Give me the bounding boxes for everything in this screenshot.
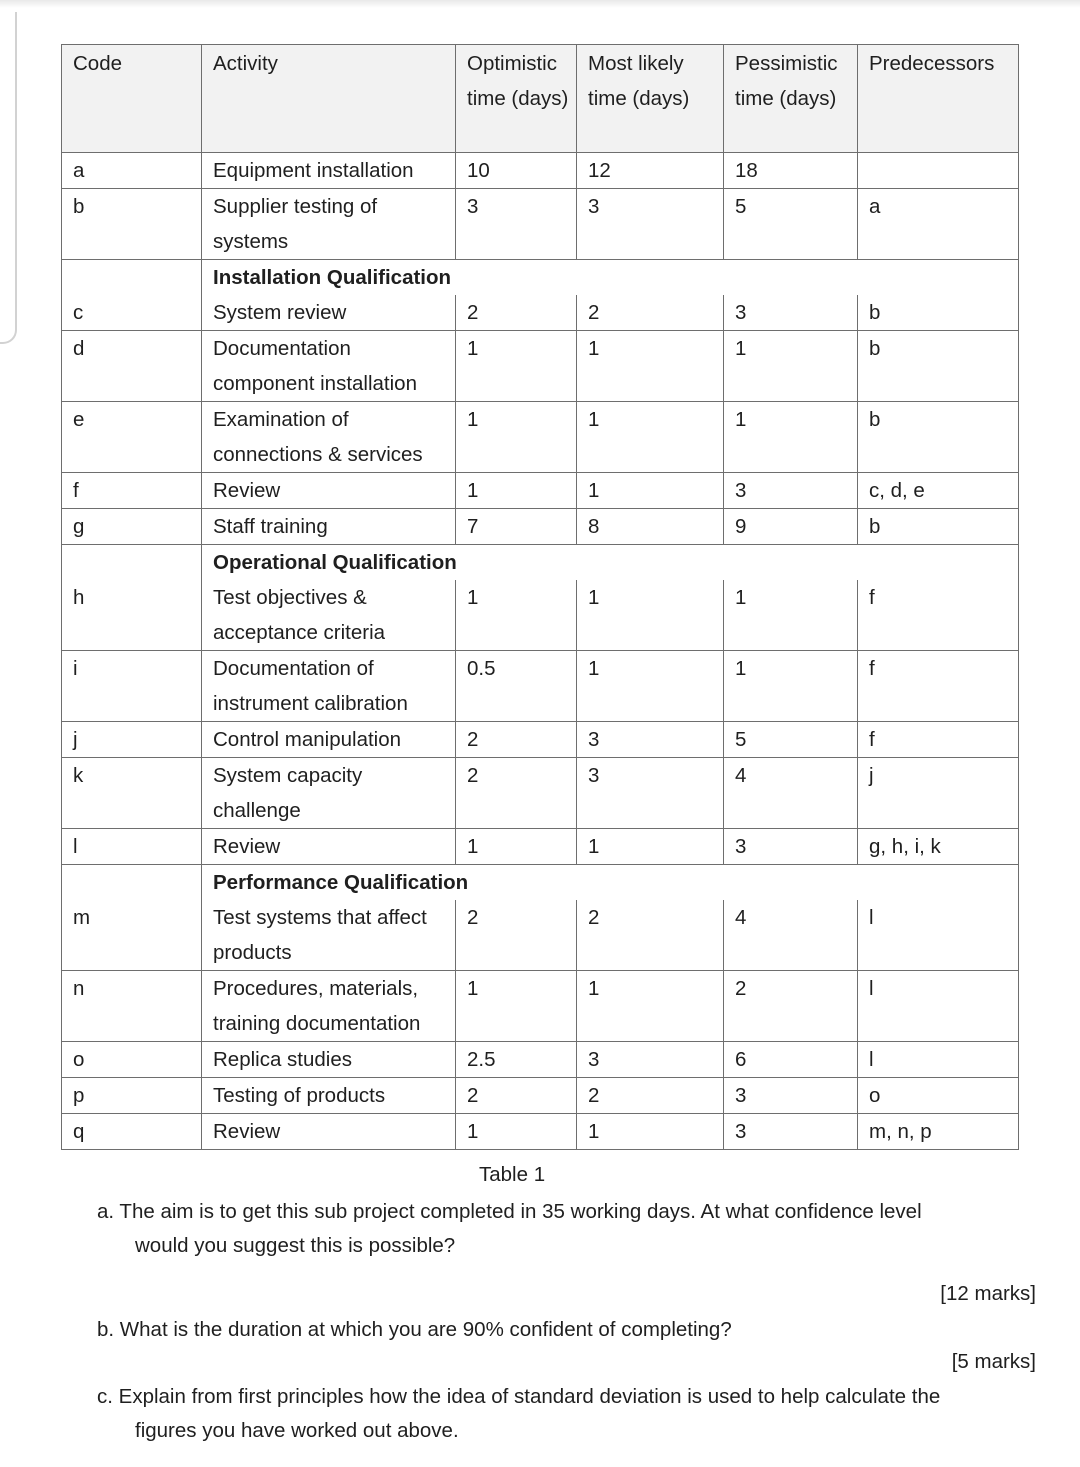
cell-predecessors: f	[858, 651, 1019, 722]
cell-optimistic: 10	[456, 153, 577, 189]
cell-activity: Procedures, materials, training documentation	[202, 971, 456, 1042]
table-header-row	[62, 45, 1019, 153]
cell-code: q	[62, 1114, 202, 1150]
cell-most-likely: 3	[577, 722, 724, 758]
cell-predecessors: l	[858, 1042, 1019, 1078]
table-row	[62, 153, 1019, 189]
question-a-line1: a. The aim is to get this sub project completed in 35 working days. At what confidence level	[97, 1200, 922, 1223]
cell-code: p	[62, 1078, 202, 1114]
cell-code: m	[62, 900, 202, 971]
cell-most-likely: 1	[577, 402, 724, 473]
table-row	[62, 971, 1019, 1042]
header-most-likely: Most likely time (days)	[577, 45, 724, 153]
cell-activity: Test systems that affect products	[202, 900, 456, 971]
cell-predecessors: l	[858, 971, 1019, 1042]
cell-code: h	[62, 580, 202, 651]
cell-activity: Staff training	[202, 509, 456, 545]
table-row	[62, 722, 1019, 758]
section-row-installation	[62, 260, 1019, 296]
cell-code: c	[62, 295, 202, 331]
cell-code: d	[62, 331, 202, 402]
cell-most-likely: 1	[577, 473, 724, 509]
cell-most-likely: 8	[577, 509, 724, 545]
table-row	[62, 580, 1019, 651]
cell-optimistic: 1	[456, 1114, 577, 1150]
table-row	[62, 331, 1019, 402]
cell-pessimistic: 3	[724, 1114, 858, 1150]
page-edge-bracket	[0, 12, 17, 344]
cell-activity: Supplier testing of systems	[202, 189, 456, 260]
cell-activity: Review	[202, 829, 456, 865]
table-caption: Table 1	[479, 1163, 546, 1186]
table-row	[62, 829, 1019, 865]
cell-code: b	[62, 189, 202, 260]
section-installation-qualification: Installation Qualification	[202, 260, 1019, 296]
cell-optimistic: 3	[456, 189, 577, 260]
cell-predecessors: b	[858, 295, 1019, 331]
cell-predecessors: g, h, i, k	[858, 829, 1019, 865]
cell-most-likely: 3	[577, 189, 724, 260]
cell-activity: Equipment installation	[202, 153, 456, 189]
question-b	[97, 1313, 1037, 1347]
cell-pessimistic: 1	[724, 651, 858, 722]
cell-activity: Examination of connections & services	[202, 402, 456, 473]
cell-optimistic: 1	[456, 402, 577, 473]
cell-pessimistic: 6	[724, 1042, 858, 1078]
section-operational-qualification: Operational Qualification	[202, 545, 1019, 581]
cell-most-likely: 1	[577, 580, 724, 651]
header-pessimistic: Pessimistic time (days)	[724, 45, 858, 153]
cell-activity: Documentation component installation	[202, 331, 456, 402]
cell-code: e	[62, 402, 202, 473]
cell-code: n	[62, 971, 202, 1042]
cell-most-likely: 3	[577, 1042, 724, 1078]
header-optimistic: Optimistic time (days)	[456, 45, 577, 153]
cell-most-likely: 12	[577, 153, 724, 189]
cell-pessimistic: 18	[724, 153, 858, 189]
cell-predecessors: b	[858, 402, 1019, 473]
cell-activity: Review	[202, 1114, 456, 1150]
question-a-line2: would you suggest this is possible?	[135, 1234, 456, 1257]
cell-predecessors: b	[858, 331, 1019, 402]
table-row	[62, 473, 1019, 509]
cell-code: j	[62, 722, 202, 758]
cell-optimistic: 2	[456, 722, 577, 758]
cell-pessimistic: 1	[724, 580, 858, 651]
question-c	[97, 1380, 1037, 1448]
activity-table	[61, 44, 1019, 1150]
cell-pessimistic: 9	[724, 509, 858, 545]
cell-optimistic: 2	[456, 900, 577, 971]
cell-pessimistic: 3	[724, 829, 858, 865]
table-row	[62, 651, 1019, 722]
cell-optimistic: 2.5	[456, 1042, 577, 1078]
table-row	[62, 1042, 1019, 1078]
cell-pessimistic: 1	[724, 402, 858, 473]
cell-most-likely: 2	[577, 295, 724, 331]
cell-optimistic: 0.5	[456, 651, 577, 722]
section-code-blank	[62, 865, 202, 901]
table-row	[62, 402, 1019, 473]
section-row-performance	[62, 865, 1019, 901]
section-row-operational	[62, 545, 1019, 581]
header-code: Code	[62, 45, 202, 153]
cell-pessimistic: 1	[724, 331, 858, 402]
table-row	[62, 1114, 1019, 1150]
cell-pessimistic: 4	[724, 900, 858, 971]
cell-activity: Control manipulation	[202, 722, 456, 758]
cell-optimistic: 7	[456, 509, 577, 545]
cell-optimistic: 1	[456, 829, 577, 865]
cell-most-likely: 3	[577, 758, 724, 829]
cell-most-likely: 2	[577, 1078, 724, 1114]
cell-predecessors: f	[858, 722, 1019, 758]
top-edge-shadow	[0, 0, 1080, 8]
cell-pessimistic: 5	[724, 722, 858, 758]
cell-most-likely: 1	[577, 971, 724, 1042]
cell-pessimistic: 2	[724, 971, 858, 1042]
cell-optimistic: 1	[456, 473, 577, 509]
question-b-marks: [5 marks]	[951, 1350, 1036, 1373]
cell-predecessors: m, n, p	[858, 1114, 1019, 1150]
cell-pessimistic: 3	[724, 1078, 858, 1114]
header-activity: Activity	[202, 45, 456, 153]
question-c-line2: figures you have worked out above.	[135, 1419, 459, 1442]
section-code-blank	[62, 260, 202, 296]
cell-activity: System review	[202, 295, 456, 331]
cell-code: o	[62, 1042, 202, 1078]
cell-optimistic: 1	[456, 580, 577, 651]
cell-activity: Documentation of instrument calibration	[202, 651, 456, 722]
cell-code: g	[62, 509, 202, 545]
question-a-marks: [12 marks]	[940, 1282, 1036, 1305]
table-row	[62, 189, 1019, 260]
cell-most-likely: 1	[577, 651, 724, 722]
section-code-blank	[62, 545, 202, 581]
cell-predecessors: a	[858, 189, 1019, 260]
cell-optimistic: 1	[456, 331, 577, 402]
table-row	[62, 758, 1019, 829]
cell-pessimistic: 3	[724, 473, 858, 509]
cell-optimistic: 2	[456, 1078, 577, 1114]
table-row	[62, 509, 1019, 545]
cell-predecessors	[858, 153, 1019, 189]
cell-activity: Review	[202, 473, 456, 509]
section-performance-qualification: Performance Qualification	[202, 865, 1019, 901]
table-row	[62, 1078, 1019, 1114]
cell-most-likely: 2	[577, 900, 724, 971]
cell-pessimistic: 5	[724, 189, 858, 260]
question-b-line1: b. What is the duration at which you are 90% confident of completing?	[97, 1318, 732, 1341]
cell-most-likely: 1	[577, 1114, 724, 1150]
cell-optimistic: 2	[456, 758, 577, 829]
cell-activity: System capacity challenge	[202, 758, 456, 829]
question-a	[97, 1195, 1037, 1263]
cell-code: a	[62, 153, 202, 189]
question-c-line1: c. Explain from first principles how the idea of standard deviation is used to help calculate the	[97, 1385, 941, 1408]
table-row	[62, 900, 1019, 971]
cell-optimistic: 2	[456, 295, 577, 331]
cell-pessimistic: 4	[724, 758, 858, 829]
cell-code: k	[62, 758, 202, 829]
cell-most-likely: 1	[577, 331, 724, 402]
cell-activity: Test objectives & acceptance criteria	[202, 580, 456, 651]
cell-optimistic: 1	[456, 971, 577, 1042]
cell-most-likely: 1	[577, 829, 724, 865]
table-row	[62, 295, 1019, 331]
cell-predecessors: j	[858, 758, 1019, 829]
cell-predecessors: f	[858, 580, 1019, 651]
cell-pessimistic: 3	[724, 295, 858, 331]
cell-predecessors: b	[858, 509, 1019, 545]
cell-activity: Testing of products	[202, 1078, 456, 1114]
cell-predecessors: l	[858, 900, 1019, 971]
cell-predecessors: c, d, e	[858, 473, 1019, 509]
cell-code: l	[62, 829, 202, 865]
cell-activity: Replica studies	[202, 1042, 456, 1078]
cell-code: i	[62, 651, 202, 722]
cell-predecessors: o	[858, 1078, 1019, 1114]
header-predecessors: Predecessors	[858, 45, 1019, 153]
cell-code: f	[62, 473, 202, 509]
